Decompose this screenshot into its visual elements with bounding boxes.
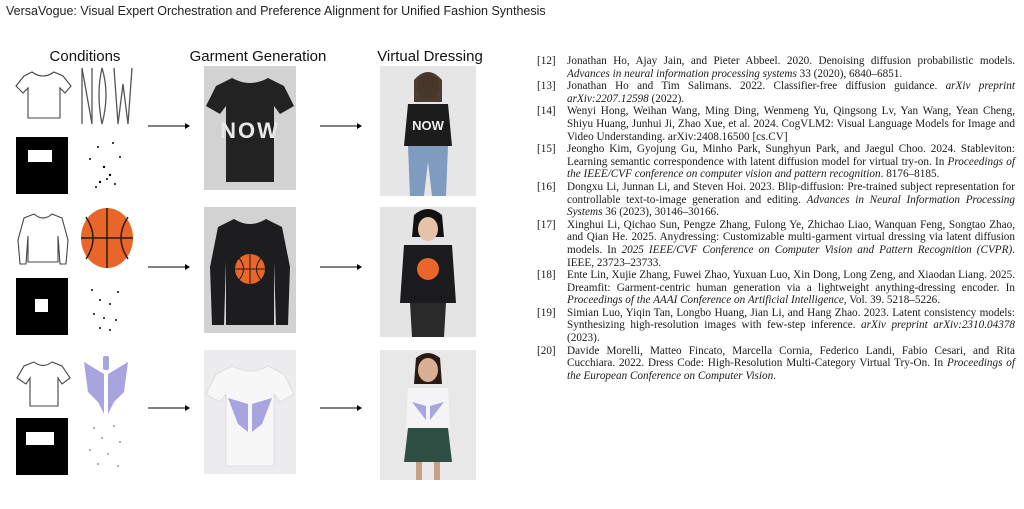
reference-tail: (2023). [567,332,600,345]
running-header: VersaVogue: Visual Expert Orchestration and Preference Alignment for Unified Fashion Synthesis [6,4,546,18]
generated-garment-now-tshirt [204,66,296,190]
reference-number: [15] [537,143,556,156]
reference-tail: 33 (2020), 6840–6851. [796,67,903,80]
reference-tail: , Vol. 39. 5218–5226. [843,294,941,307]
mask-tile [16,418,68,475]
reference-item [537,307,1015,345]
reference-text: Simian Luo, Yiqin Tan, Longbo Huang, Jian Li, and Hang Zhao. 2023. Latent consistency models: Synthesizing high-resolution images with few-step inference. [567,306,1015,332]
model-wearing-basketball-sweatshirt [380,207,476,337]
reference-tail: 36 (2023), 30146–30166. [602,206,719,219]
reference-item [537,55,1015,80]
reference-number: [14] [537,105,556,118]
print-eagle-logo [80,352,132,418]
arrow-right-icon [148,120,190,132]
reference-number: [19] [537,306,556,319]
keypoints-tile [80,278,132,335]
garment-sketch-sweatshirt [14,210,72,266]
reference-number: [17] [537,218,556,231]
reference-text: Jonathan Ho, Ajay Jain, and Pieter Abbeel. 2020. Denoising diffusion probabilistic models. [567,55,1015,67]
arrow-right-icon [320,402,362,414]
reference-venue: arXiv preprint arXiv:2207.12598 [567,80,1015,105]
figure [0,40,520,509]
arrow-right-icon [148,261,190,273]
arrow-right-icon [320,261,362,273]
reference-tail: (2022). [648,92,685,105]
reference-number: [13] [537,80,556,93]
keypoints-tile [80,418,132,475]
column-title-virtual-dressing: Virtual Dressing [377,48,483,65]
reference-number: [16] [537,180,556,193]
reference-number: [12] [537,55,556,67]
arrow-right-icon [320,120,362,132]
reference-tail: . IEEE, 23723–23733. [567,243,1015,269]
reference-venue: Advances in Neural Information Processing Systems [567,193,1015,219]
column-title-garment-generation: Garment Generation [189,48,327,65]
garment-sketch-tshirt [14,356,72,410]
model-wearing-now-tshirt [380,66,476,196]
print-basketball [78,205,136,271]
reference-venue: Proceedings of the IEEE/CVF conference on computer vision and pattern recognition [567,155,1015,181]
reference-venue: arXiv preprint arXiv:2310.04378 [861,319,1015,332]
reference-item [537,181,1015,219]
reference-text: Jonathan Ho and Tim Salimans. 2022. Classifier-free diffusion guidance. [567,80,946,93]
reference-item [537,345,1015,383]
reference-venue: Proceedings of the AAAI Conference on Artificial Intelligence [567,294,844,307]
print-sketch-now [78,64,136,126]
keypoints-tile [80,137,132,194]
svg-text:NOW: NOW [220,118,280,143]
reference-venue: Proceedings of the European Conference on Computer Vision [567,357,1015,382]
reference-text: Wenyi Hong, Weihan Wang, Ming Ding, Wenmeng Yu, Qingsong Lv, Yan Wang, Yean Cheng, Shiyu Huang, Junhui Ji, Zhao Xue, et al. 2024. CogVLM2: Visual Language Models for Image and Video Understanding. arXiv:2408.16500 [cs.CV] [567,105,1015,143]
reference-text: Ente Lin, Xujie Zhang, Fuwei Zhao, Yuxuan Luo, Xin Dong, Long Zeng, and Xiaodan Liang. 2025. Dreamfit: Garment-centric human generation via a lightweight anything-dressing encoder. In [567,269,1015,294]
reference-item [537,269,1015,307]
reference-item [537,143,1015,181]
garment-sketch-tshirt [14,66,72,122]
reference-text: Xinghui Li, Qichao Sun, Pengze Zhang, Fulong Ye, Zhichao Liao, Wanquan Feng, Songtao Zhao, and Qian He. 2025. Anydressing: Customizable multi-garment virtual dressing via latent diffusion models. In [567,218,1015,256]
reference-tail: . 8176–8185. [880,168,940,181]
generated-garment-basketball-sweatshirt [204,207,296,333]
reference-venue: Advances in neural information processing systems [567,67,797,80]
reference-number: [20] [537,344,556,357]
reference-item [537,105,1015,143]
reference-number: [18] [537,269,556,282]
reference-venue: 2025 IEEE/CVF Conference on Computer Vision and Pattern Recognition (CVPR) [621,243,1013,256]
reference-text: Jeongho Kim, Gyojung Gu, Minho Park, Sunghyun Park, and Jaegul Choo. 2024. Stableviton: Learning semantic correspondence with latent diffusion model for virtual try-on. In [567,143,1015,168]
reference-item [537,80,1015,105]
svg-text:NOW: NOW [412,118,444,133]
arrow-right-icon [148,402,190,414]
mask-tile [16,278,68,335]
reference-text: Davide Morelli, Matteo Fincato, Marcella Cornia, Federico Landi, Fabio Cesari, and Rita Cucchiara. 2022. Dress Code: High-Resolution Multi-Category Virtual Try-On. In [567,344,1015,370]
reference-text: Dongxu Li, Junnan Li, and Steven Hoi. 2023. Blip-diffusion: Pre-trained subject representation for controllable text-to-image generation and editing. [567,180,1015,206]
references-list [537,55,1015,382]
model-wearing-eagle-tshirt [380,350,476,480]
generated-garment-eagle-tshirt [204,350,296,474]
column-title-conditions: Conditions [49,48,121,65]
mask-tile [16,137,68,194]
reference-tail: . [773,369,777,382]
reference-item [537,219,1015,269]
